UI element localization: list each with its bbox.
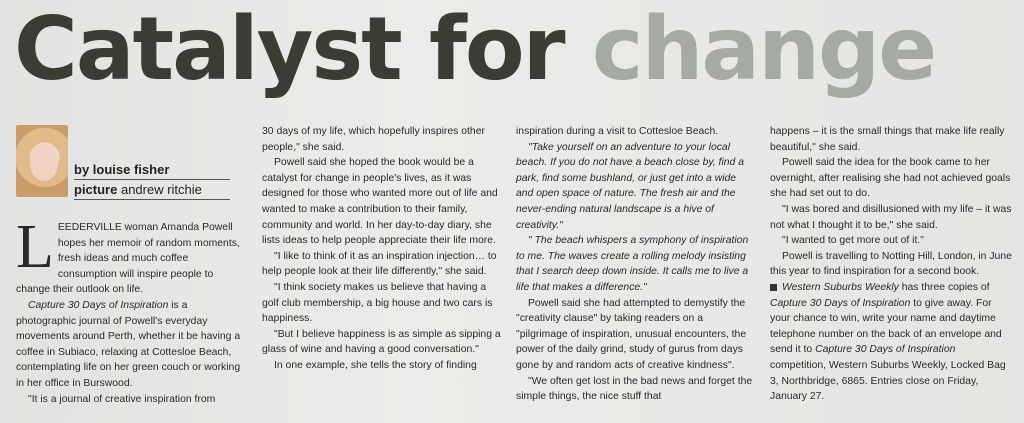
col4-paragraph-4: "I wanted to get more out of it." bbox=[782, 235, 924, 247]
byline-author: louise fisher bbox=[92, 162, 170, 177]
square-bullet-icon bbox=[770, 284, 777, 291]
byline-picture-label: picture bbox=[74, 182, 118, 197]
headline-dark-part: Catalyst for bbox=[14, 0, 564, 100]
headline-light-part: change bbox=[591, 0, 936, 100]
col4-paragraph-3: "I was bored and disillusioned with my life – it was not what I thought it to be," she said. bbox=[770, 203, 1012, 231]
col2-paragraph-4: "I think society makes us believe that having a golf club membership, a big house and two cars is happiness. bbox=[262, 281, 493, 325]
author-photo-face bbox=[30, 145, 58, 181]
col4-comp-rest2: competition, Western Suburbs Weekly, Locked Bag 3, Northbridge, 6865. Entries close on Friday, January 27. bbox=[770, 359, 1006, 403]
col1-paragraph-3: "It is a journal of creative inspiration from bbox=[28, 393, 216, 405]
column-1 bbox=[16, 213, 248, 407]
byline-rule-1 bbox=[74, 179, 230, 180]
col2-paragraph-6: In one example, she tells the story of finding bbox=[274, 359, 477, 371]
byline-photographer: andrew ritchie bbox=[120, 182, 202, 197]
byline-by-label: by bbox=[74, 162, 90, 177]
column-2 bbox=[262, 124, 502, 374]
col3-paragraph-4: Powell said she had attempted to demystify the "creativity clause" by taking readers on a "pilgrimage of inspiration, unusual encounters, the power of the daily grind, study of gurus from days gone by and random acts of creative kindness". bbox=[516, 297, 747, 371]
col1-p2-text: is a photographic journal of Powell's everyday movements around Perth, whether it be having a coffee in Subiaco, relaxing at Cottesloe Beach, contemplating life on her green couch or working in her office in Burswood. bbox=[16, 299, 241, 389]
col2-paragraph-5: "But I believe happiness is as simple as sipping a glass of wine and having a good conversation." bbox=[262, 328, 501, 356]
col4-paragraph-5: Powell is travelling to Notting Hill, London, in June this year to find inspiration for a second book. bbox=[770, 250, 1012, 278]
col3-quote-1-text: "Take yourself on an adventure to your local beach. If you do not have a beach close by, find a park, find some bushland, or just get into a wide and open space of nature. The fresh air and the never-ending natural landscape is a hive of creativity." bbox=[516, 141, 744, 231]
comp-book-title: Capture 30 Days of Inspiration bbox=[770, 297, 911, 309]
column-3 bbox=[516, 124, 756, 405]
col1-p1-text: EEDERVILLE woman Amanda Powell hopes her memoir of random moments, fresh ideas and much coffee consumption will inspire people to change their outlook on life. bbox=[16, 222, 240, 296]
col3-quote-1 bbox=[516, 140, 756, 234]
col4-paragraph-2: Powell said the idea for the book came to her overnight, after realising she had not achieved goals she had set out to do. bbox=[770, 157, 1011, 200]
comp-book-title-2: Capture 30 Days of Inspiration bbox=[815, 344, 956, 356]
col4-comp-mid: has three copies of bbox=[898, 281, 990, 293]
col2-paragraph-2: Powell said she hoped the book would be a catalyst for change in people's lives, as it was designed for those who wanted more out of life and wanted to make a contribution to their family, community and world. In her day-to-day diary, she lists ideas to help people appreciate their life more. bbox=[262, 157, 498, 247]
drop-cap: L bbox=[16, 213, 54, 281]
col1-paragraph-1 bbox=[16, 213, 248, 298]
publication-name: Western Suburbs Weekly bbox=[782, 281, 899, 293]
col3-quote-2 bbox=[516, 233, 756, 295]
headline bbox=[14, 0, 935, 104]
author-photo bbox=[16, 125, 68, 197]
col3-quote-2-text: " The beach whispers a symphony of inspiration to me. The waves create a rolling melody insisting that I search deep down inside. It calls me to live a life that makes a difference." bbox=[516, 235, 749, 293]
col4-comp-rest1: to give away. For your chance to win, write your name and daytime telephone number on the back of an envelope and send it to bbox=[770, 297, 1002, 356]
book-title: Capture 30 Days of Inspiration bbox=[28, 299, 169, 311]
col2-paragraph-1: 30 days of my life, which hopefully inspires other people," she said. bbox=[262, 126, 485, 153]
col3-paragraph-5: "We often get lost in the bad news and forget the simple things, the nice stuff that bbox=[516, 375, 753, 403]
byline-author-line bbox=[74, 160, 202, 180]
col1-paragraph-2 bbox=[16, 298, 248, 392]
byline-rule-2 bbox=[74, 199, 230, 200]
column-4 bbox=[770, 124, 1014, 405]
byline-picture-line bbox=[74, 180, 202, 200]
byline bbox=[74, 160, 202, 200]
col3-paragraph-1: inspiration during a visit to Cottesloe Beach. bbox=[516, 126, 719, 137]
col2-paragraph-3: "I like to think of it as an inspiration injection… to help people look at their life differently," she said. bbox=[262, 250, 497, 278]
col4-paragraph-1: happens – it is the small things that make life really beautiful," she said. bbox=[770, 126, 1005, 153]
col4-competition bbox=[770, 280, 1014, 405]
